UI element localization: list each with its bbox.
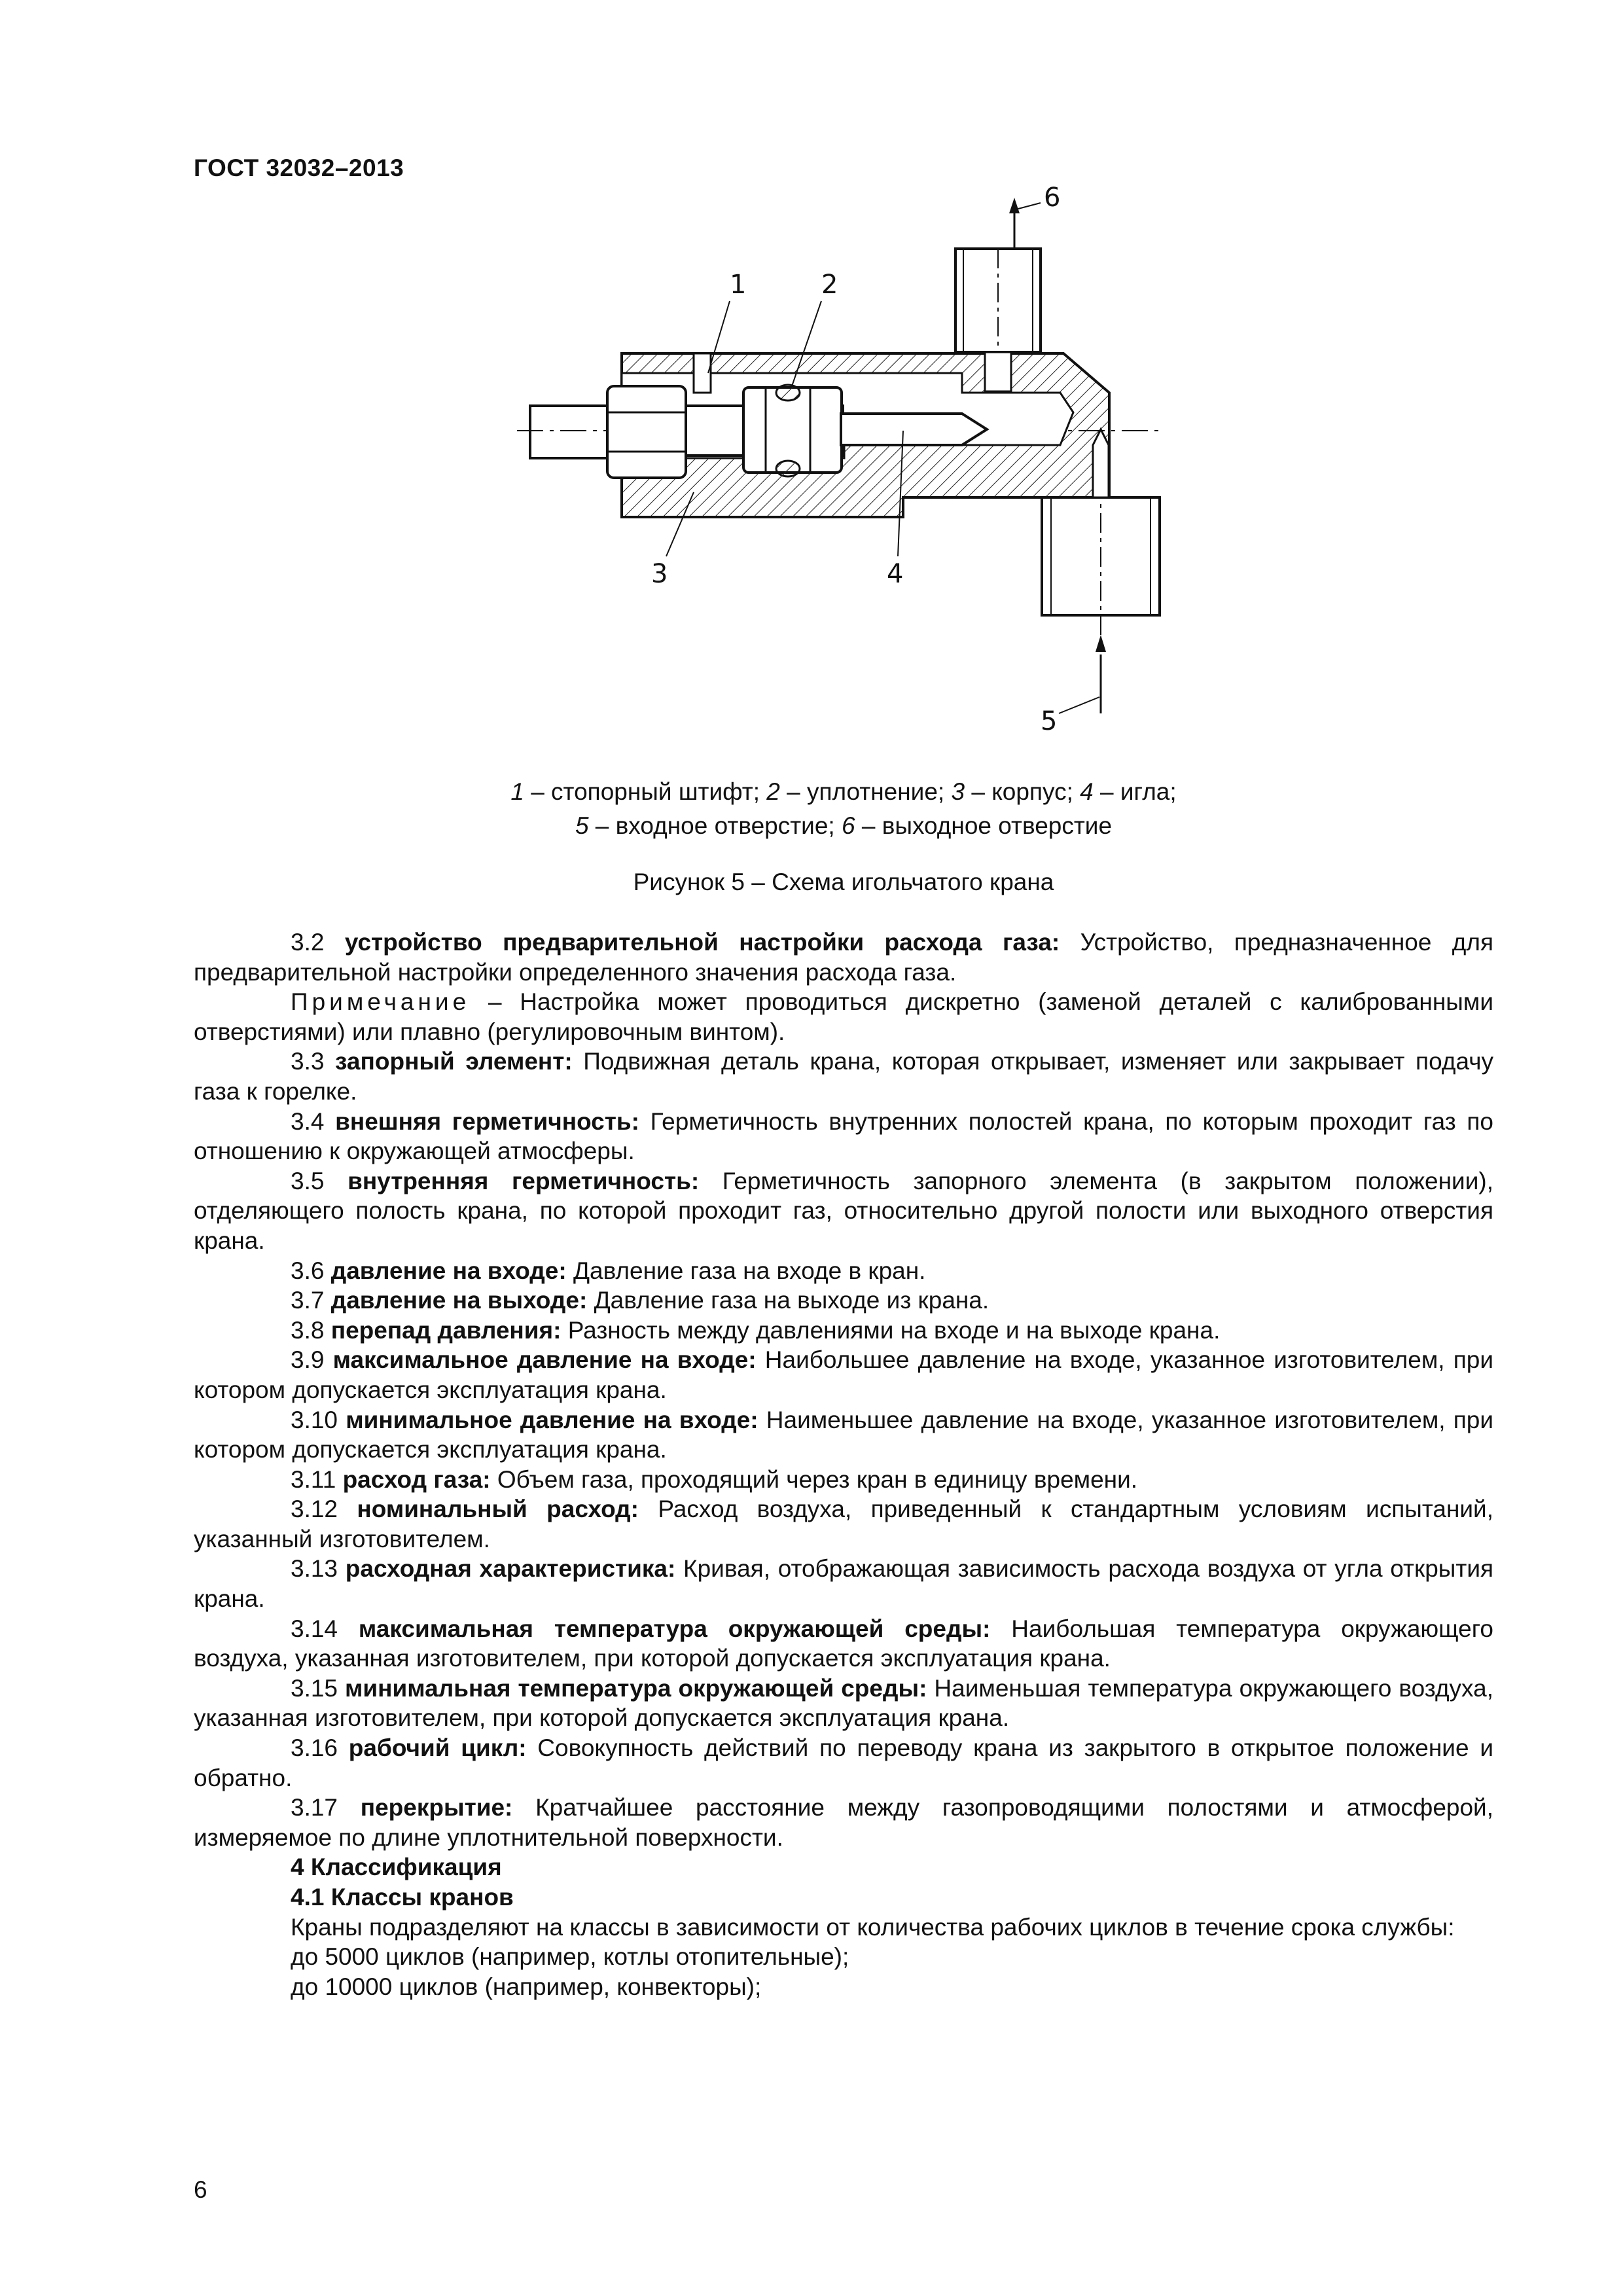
note-label: Примечание — [291, 988, 471, 1016]
term-definition: Кривая, отображающая зависимость расхода воздуха от угла открытия крана. — [194, 1555, 1494, 1613]
term-name: давление на входе: — [330, 1257, 567, 1284]
needle-valve-drawing — [497, 177, 1178, 746]
legend-text: – уплотнение; — [779, 778, 952, 805]
legend-num: 5 — [575, 812, 589, 839]
list-item: до 5000 циклов (например, котлы отопительные); — [291, 1943, 849, 1971]
legend-num: 6 — [841, 812, 855, 839]
term-3-8 — [194, 1316, 1493, 1346]
term-definition: Расход воздуха, приведенный к стандартным условиям испытаний, указанный изготовителем. — [194, 1496, 1493, 1552]
section-heading: 4 Классификация — [291, 1854, 502, 1881]
term-name: максимальное давление на входе: — [332, 1346, 757, 1374]
term-name: давление на выходе: — [330, 1287, 588, 1314]
term-definition: Наименьшее давление на входе, указанное изготовителем, при котором допускается эксплуатация крана. — [194, 1406, 1494, 1463]
term-number: 3.10 — [291, 1406, 338, 1433]
legend-text: – входное отверстие; — [588, 812, 842, 839]
term-definition: Совокупность действий по переводу крана из закрытого в открытое положение и обратно. — [194, 1734, 1493, 1791]
seal-ring-top — [776, 385, 800, 401]
term-number: 3.17 — [291, 1794, 338, 1821]
term-name: расходная характеристика: — [345, 1555, 676, 1583]
term-definition: Наибольшее давление на входе, указанное изготовителем, при котором допускается эксплуатация крана. — [194, 1346, 1493, 1403]
seal-ring-bottom — [776, 461, 800, 476]
term-number: 3.14 — [291, 1615, 338, 1642]
term-number: 3.5 — [291, 1167, 325, 1194]
legend-num: 1 — [510, 778, 524, 805]
term-definition: Давление газа на входе в кран. — [566, 1257, 926, 1284]
figure-legend — [194, 775, 1493, 843]
term-name: рабочий цикл: — [348, 1734, 527, 1762]
term-3-6 — [194, 1256, 1493, 1286]
term-name: номинальный расход: — [357, 1496, 639, 1523]
section-intro: Краны подразделяют на классы в зависимости от количества рабочих циклов в течение срока службы: — [291, 1913, 1455, 1941]
term-name: расход газа: — [342, 1465, 491, 1493]
term-3-4 — [194, 1107, 1493, 1166]
term-3-13 — [194, 1554, 1493, 1613]
term-number: 3.2 — [291, 929, 325, 956]
term-name: максимальная температура окружающей среды: — [358, 1615, 991, 1642]
term-definition: Устройство, предназначенное для предварительной настройки определенного значения расхода газа. — [194, 929, 1494, 986]
note — [194, 987, 1493, 1047]
legend-text: – выходное отверстие — [855, 812, 1113, 839]
label-3: 3 — [651, 559, 668, 589]
outlet-arrow — [1009, 198, 1020, 213]
term-number: 3.6 — [291, 1257, 325, 1284]
term-number: 3.4 — [291, 1107, 325, 1135]
term-3-12 — [194, 1494, 1493, 1554]
term-3-16 — [194, 1733, 1493, 1793]
term-number: 3.15 — [291, 1674, 338, 1702]
legend-text: – игла; — [1093, 778, 1177, 805]
label-5: 5 — [1041, 706, 1058, 736]
term-number: 3.13 — [291, 1555, 338, 1583]
term-number: 3.16 — [291, 1734, 338, 1762]
term-3-17 — [194, 1793, 1493, 1852]
figure-legend-line-1 — [194, 775, 1493, 809]
label-2: 2 — [821, 270, 838, 300]
label-4: 4 — [887, 559, 904, 589]
term-definition: Наибольшая температура окружающего воздуха, указанная изготовителем, при которой допускается эксплуатация крана. — [194, 1615, 1494, 1672]
nut-head — [607, 386, 686, 478]
term-number: 3.11 — [291, 1465, 336, 1493]
legend-num: 3 — [951, 778, 965, 805]
term-name: минимальное давление на входе: — [346, 1406, 758, 1433]
legend-text: – стопорный штифт; — [524, 778, 767, 805]
term-3-3 — [194, 1047, 1493, 1106]
term-3-14 — [194, 1614, 1493, 1674]
term-name: перепад давления: — [330, 1316, 562, 1344]
term-number: 3.8 — [291, 1316, 325, 1344]
term-name: перекрытие: — [360, 1794, 513, 1821]
term-name: устройство предварительной настройки расхода газа: — [344, 929, 1060, 956]
legend-num: 2 — [766, 778, 780, 805]
term-definition: Герметичность внутренних полостей крана, по которым проходит газ по отношению к окружающей атмосферы. — [194, 1107, 1494, 1165]
page-number: 6 — [194, 2176, 207, 2203]
term-definition: Герметичность запорного элемента (в закрытом положении), отделяющего полость крана, по которой проходит газ, относительно другой полости или выходного отверстия крана. — [194, 1167, 1493, 1254]
term-3-10 — [194, 1405, 1493, 1465]
term-3-15 — [194, 1674, 1493, 1733]
figure-title: Рисунок 5 – Схема игольчатого крана — [633, 869, 1054, 895]
term-number: 3.12 — [291, 1496, 338, 1523]
document-header: ГОСТ 32032–2013 — [194, 154, 404, 181]
term-name: минимальная температура окружающей среды: — [345, 1674, 927, 1702]
term-name: внешняя герметичность: — [335, 1107, 639, 1135]
legend-num: 4 — [1080, 778, 1094, 805]
needle — [841, 414, 987, 445]
term-definition: Разность между давлениями на входе и на выходе крана. — [561, 1316, 1221, 1344]
term-definition: Кратчайшее расстояние между газопроводящими полостями и атмосферой, измеряемое по длине уплотнительной поверхности. — [194, 1794, 1494, 1851]
term-definition: Наименьшая температура окружающего воздуха, указанная изготовителем, при которой допускается эксплуатация крана. — [194, 1674, 1493, 1732]
inlet-arrow — [1096, 635, 1106, 652]
term-name: внутренняя герметичность: — [348, 1167, 700, 1194]
term-number: 3.3 — [291, 1048, 325, 1075]
term-3-11 — [194, 1465, 1493, 1495]
legend-text: – корпус; — [965, 778, 1080, 805]
term-3-2 — [194, 927, 1493, 987]
term-3-9 — [194, 1345, 1493, 1405]
term-3-5 — [194, 1166, 1493, 1256]
subsection-heading: 4.1 Классы кранов — [291, 1884, 514, 1910]
note-text: – Настройка может проводиться дискретно (заменой деталей с калиброванными отверстиями) или плавно (регулировочным винтом). — [194, 988, 1493, 1045]
term-name: запорный элемент: — [335, 1048, 573, 1075]
term-number: 3.7 — [291, 1287, 325, 1314]
term-definition: Подвижная деталь крана, которая открывает, изменяет или закрывает подачу газа к горелке. — [194, 1048, 1493, 1105]
term-number: 3.9 — [291, 1346, 325, 1374]
label-1: 1 — [730, 270, 747, 300]
term-definition: Объем газа, проходящий через кран в единицу времени. — [490, 1465, 1138, 1493]
term-3-7 — [194, 1285, 1493, 1316]
label-6: 6 — [1044, 183, 1061, 213]
figure-legend-line-2 — [194, 809, 1493, 843]
document-body — [194, 927, 1493, 2001]
term-definition: Давление газа на выходе из крана. — [587, 1287, 990, 1314]
list-item: до 10000 циклов (например, конвекторы); — [291, 1973, 762, 2000]
